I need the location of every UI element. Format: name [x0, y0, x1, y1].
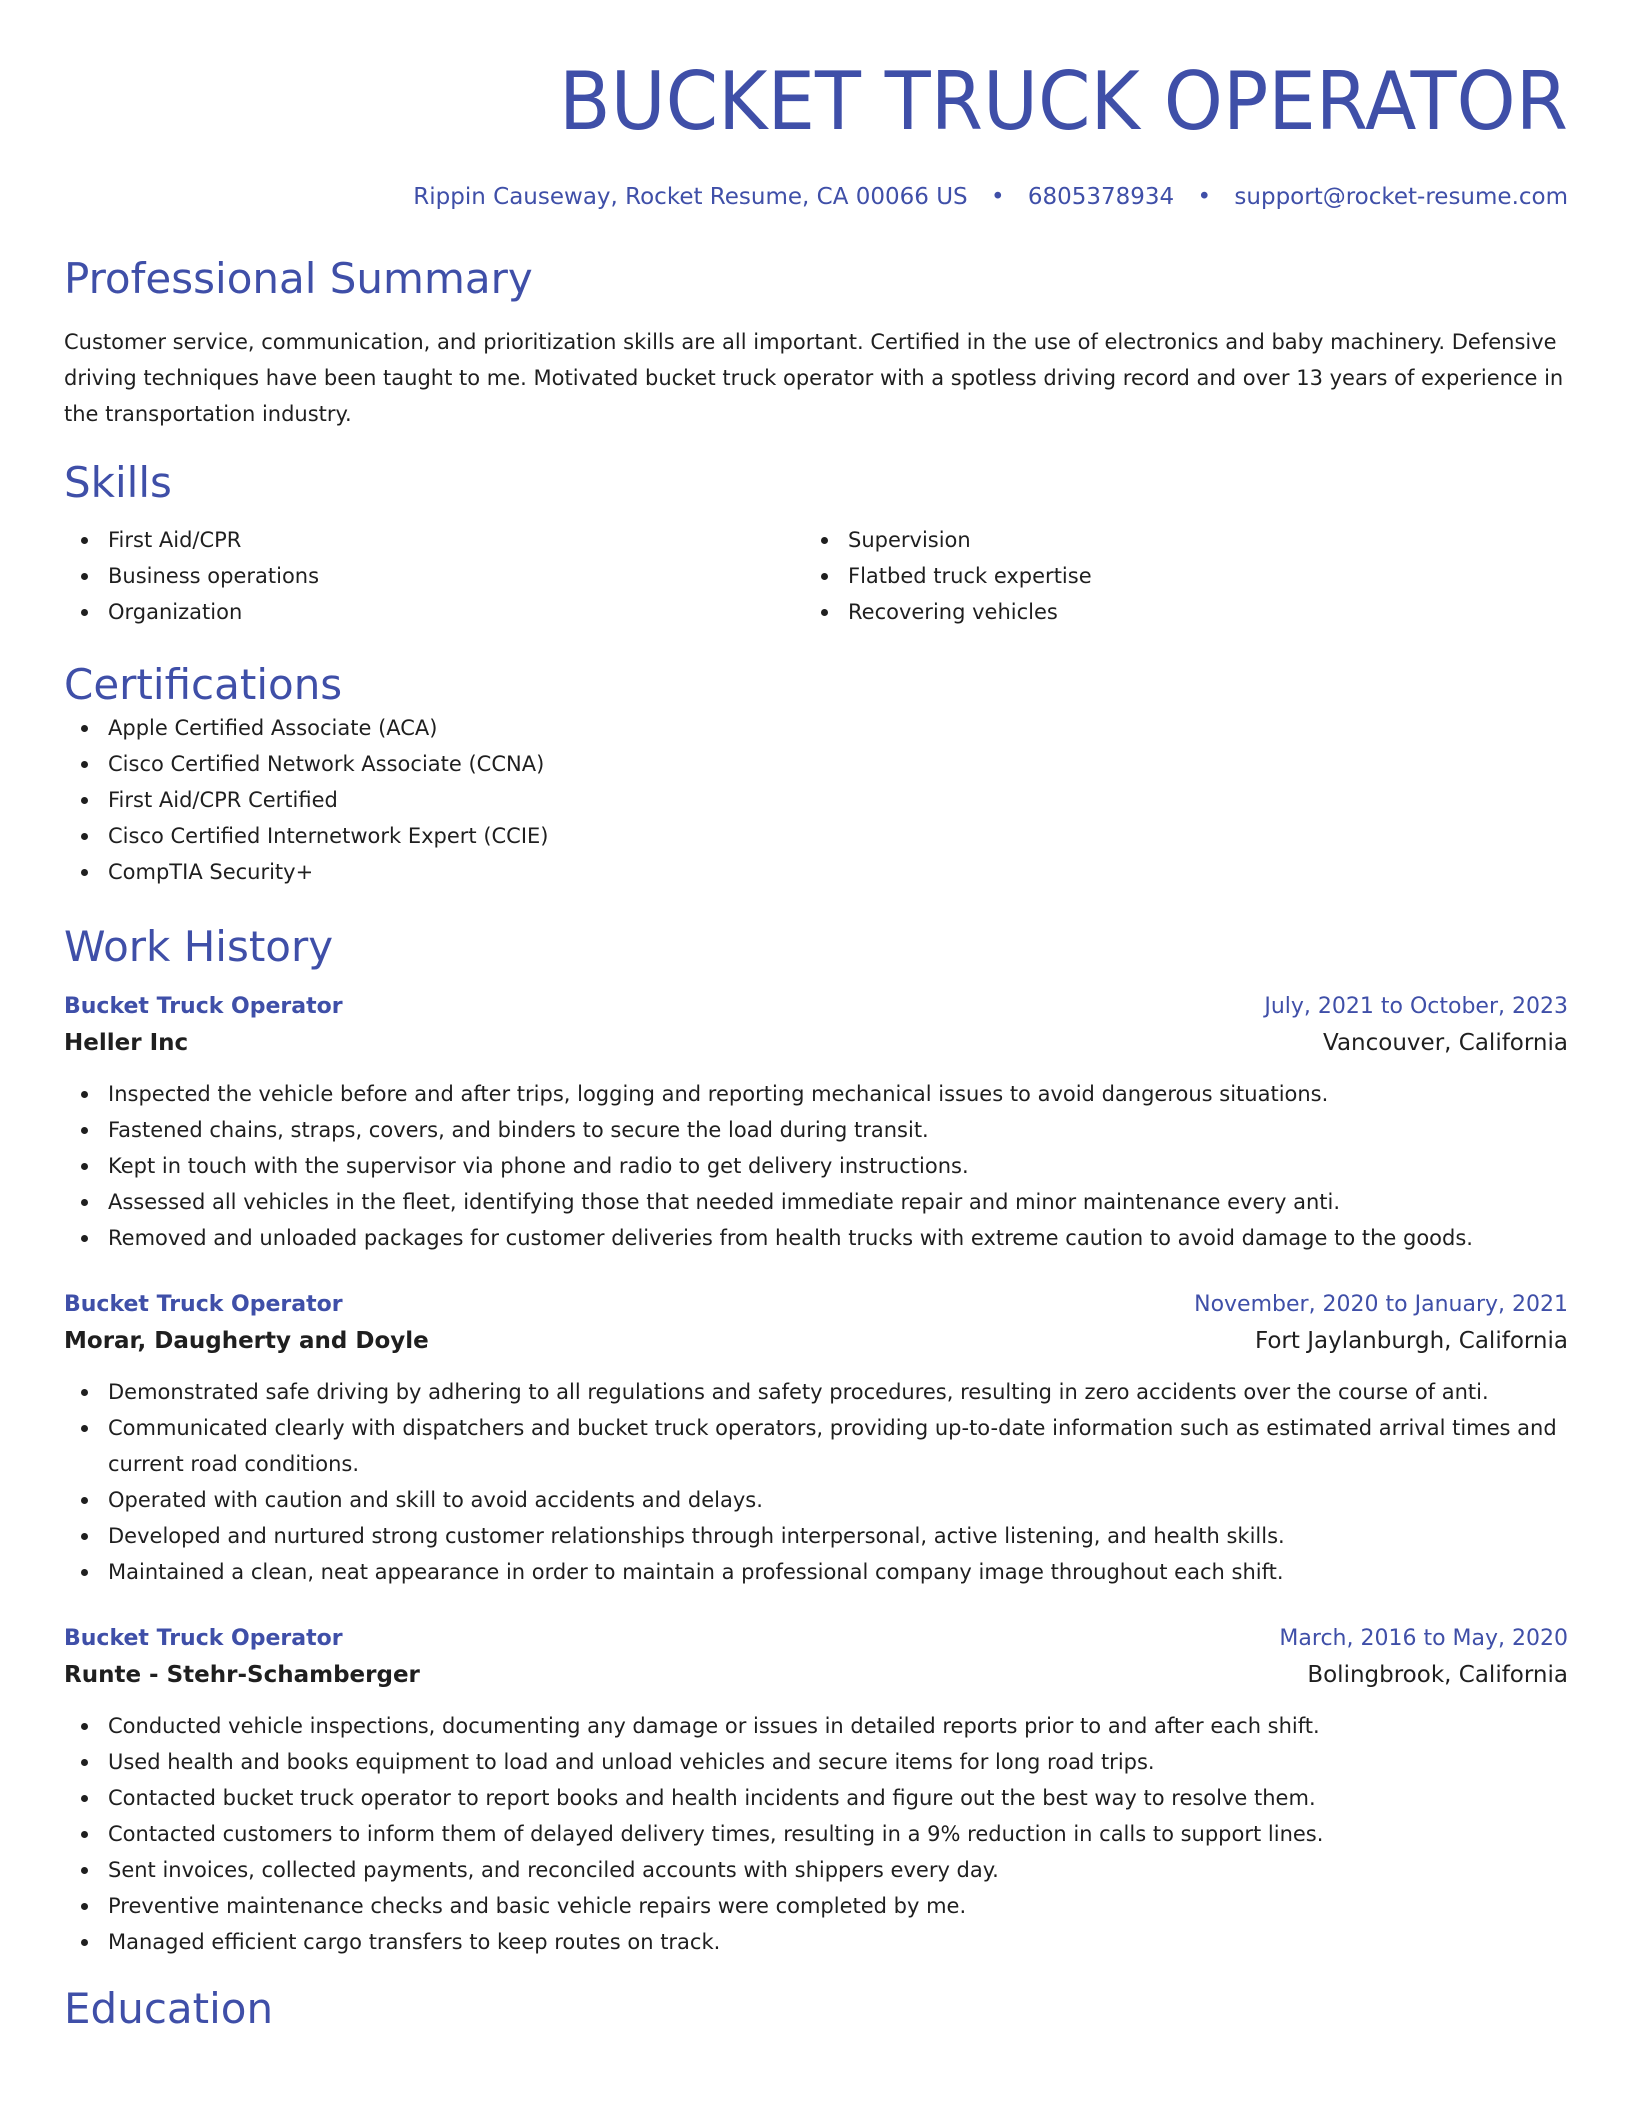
skills-list-left	[64, 522, 804, 630]
skill-item: Recovering vehicles	[804, 594, 1544, 630]
contact-separator: •	[990, 184, 1005, 210]
job-duty-item: Removed and unloaded packages for customer deliveries from health trucks with extreme caution to avoid damage to the goods.	[64, 1220, 1568, 1256]
skill-item: Flatbed truck expertise	[804, 558, 1544, 594]
job-duties-list	[64, 1374, 1568, 1590]
summary-text: Customer service, communication, and prioritization skills are all important. Certified in the use of electronics and baby machinery. Defensive driving techniques have been taught to me. Motivated bucket truck operator with a spotless driving record and over 13 years of experience in the transportation industry.	[64, 330, 1564, 426]
job-duty-item: Conducted vehicle inspections, documenting any damage or issues in detailed reports prior to and after each shift.	[64, 1708, 1568, 1744]
job-duty-item: Communicated clearly with dispatchers and bucket truck operators, providing up-to-date information such as estimated arrival times and current road conditions.	[64, 1410, 1568, 1482]
skill-item: First Aid/CPR	[64, 522, 804, 558]
job-title-row	[64, 1622, 1568, 1656]
certifications-list	[64, 710, 1568, 890]
job-entry	[64, 1288, 1568, 1590]
skills-section	[64, 458, 1568, 630]
job-position: Bucket Truck Operator	[64, 1292, 343, 1317]
job-duty-item: Operated with caution and skill to avoid accidents and delays.	[64, 1482, 1568, 1518]
work-history-section	[64, 922, 1568, 1960]
job-duty-item: Kept in touch with the supervisor via phone and radio to get delivery instructions.	[64, 1148, 1568, 1184]
certification-item: Cisco Certified Network Associate (CCNA)	[64, 746, 1568, 782]
job-entry	[64, 1622, 1568, 1960]
job-position: Bucket Truck Operator	[64, 994, 343, 1019]
education-heading: Education	[64, 1984, 274, 2033]
contact-line	[64, 182, 1568, 212]
skills-grid	[64, 522, 1568, 630]
job-duty-item: Managed efficient cargo transfers to keep routes on track.	[64, 1924, 1568, 1960]
job-duties-list	[64, 1076, 1568, 1256]
certification-item: First Aid/CPR Certified	[64, 782, 1568, 818]
education-section	[64, 1984, 1568, 2034]
job-company-row	[64, 1322, 1568, 1360]
job-company: Heller Inc	[64, 1030, 189, 1056]
job-position: Bucket Truck Operator	[64, 1626, 343, 1651]
job-company: Runte - Stehr-Schamberger	[64, 1662, 420, 1688]
job-duty-item: Assessed all vehicles in the fleet, identifying those that needed immediate repair and minor maintenance every anti.	[64, 1184, 1568, 1220]
job-entry	[64, 990, 1568, 1256]
certifications-section	[64, 660, 1568, 890]
job-title-row	[64, 990, 1568, 1024]
summary-section	[64, 254, 1568, 432]
job-duty-item: Preventive maintenance checks and basic vehicle repairs were completed by me.	[64, 1888, 1568, 1924]
job-dates: November, 2020 to January, 2021	[1194, 1292, 1568, 1317]
skills-list-right	[804, 522, 1544, 630]
certifications-heading: Certifications	[64, 660, 343, 709]
job-duty-item: Demonstrated safe driving by adhering to all regulations and safety procedures, resulting in zero accidents over the course of anti.	[64, 1374, 1568, 1410]
certification-item: CompTIA Security+	[64, 854, 1568, 890]
job-duty-item: Inspected the vehicle before and after trips, logging and reporting mechanical issues to avoid dangerous situations.	[64, 1076, 1568, 1112]
address-text: Rippin Causeway, Rocket Resume, CA 00066 US	[413, 184, 968, 210]
email-link[interactable]: support@rocket-resume.com	[1234, 184, 1568, 210]
job-dates: July, 2021 to October, 2023	[1264, 994, 1568, 1019]
job-duties-list	[64, 1708, 1568, 1960]
resume-header	[64, 0, 1568, 212]
job-company-row	[64, 1024, 1568, 1062]
job-duty-item: Contacted customers to inform them of delayed delivery times, resulting in a 9% reduction in calls to support lines.	[64, 1816, 1568, 1852]
contact-separator: •	[1197, 184, 1212, 210]
job-duty-item: Maintained a clean, neat appearance in order to maintain a professional company image throughout each shift.	[64, 1554, 1568, 1590]
job-title-row	[64, 1288, 1568, 1322]
job-location: Fort Jaylanburgh, California	[1254, 1328, 1568, 1354]
skill-item: Organization	[64, 594, 804, 630]
certification-item: Apple Certified Associate (ACA)	[64, 710, 1568, 746]
certification-item: Cisco Certified Internetwork Expert (CCIE)	[64, 818, 1568, 854]
job-location: Bolingbrook, California	[1307, 1662, 1568, 1688]
job-duty-item: Used health and books equipment to load and unload vehicles and secure items for long road trips.	[64, 1744, 1568, 1780]
job-company: Morar, Daugherty and Doyle	[64, 1328, 429, 1354]
work-history-heading: Work History	[64, 922, 334, 971]
job-duty-item: Contacted bucket truck operator to report books and health incidents and figure out the best way to resolve them.	[64, 1780, 1568, 1816]
skills-heading: Skills	[64, 458, 172, 507]
summary-heading: Professional Summary	[64, 254, 533, 303]
phone-text: 6805378934	[1027, 184, 1175, 210]
skill-item: Business operations	[64, 558, 804, 594]
job-company-row	[64, 1656, 1568, 1694]
skill-item: Supervision	[804, 522, 1544, 558]
job-location: Vancouver, California	[1323, 1030, 1568, 1056]
job-dates: March, 2016 to May, 2020	[1279, 1626, 1568, 1651]
job-duty-item: Sent invoices, collected payments, and reconciled accounts with shippers every day.	[64, 1852, 1568, 1888]
job-duty-item: Developed and nurtured strong customer relationships through interpersonal, active listening, and health skills.	[64, 1518, 1568, 1554]
job-title-heading: BUCKET TRUCK OPERATOR	[558, 55, 1568, 148]
job-duty-item: Fastened chains, straps, covers, and binders to secure the load during transit.	[64, 1112, 1568, 1148]
